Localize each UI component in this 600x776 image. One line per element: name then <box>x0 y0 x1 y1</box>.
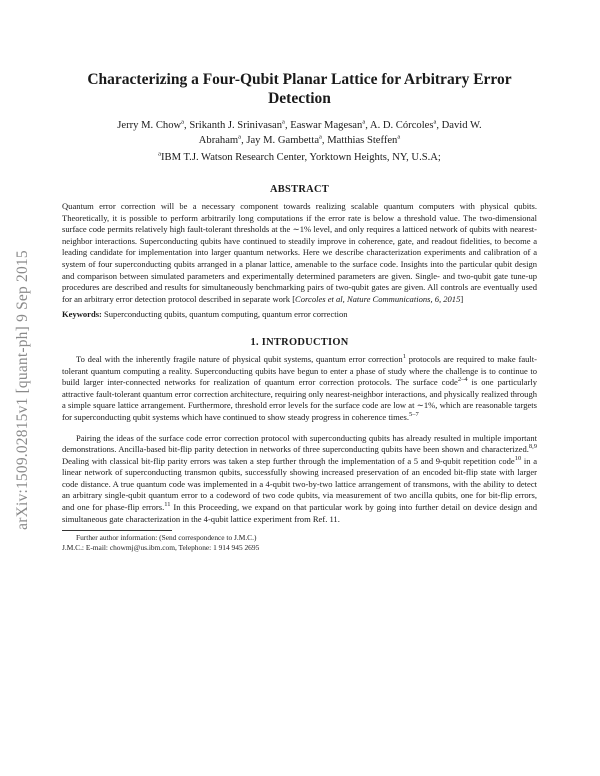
keywords: Keywords: Superconducting qubits, quantum computing, quantum error correction <box>62 309 348 320</box>
keywords-label: Keywords: <box>62 309 102 320</box>
arxiv-stamp <box>8 200 38 580</box>
footnotes <box>62 530 537 552</box>
paper-page <box>62 0 537 552</box>
footnote-contact: J.M.C.: E-mail: chowmj@us.ibm.com, Telephone: 1 914 945 2695 <box>62 542 260 552</box>
intro-paragraph-1: To deal with the inherently fragile nature of physical qubit systems, quantum error correction$^1$ protocols are required to make fault-tolerant quantum computing a reality. Superconducting qubits have begun to enter a phase of study where the challenge is to continue to build larger inter-connected networks for realization of quantum error correction protocols. The surface code$^{2-4}$ is one particularly attractive fault-tolerant quantum error correction architecture, requiring only nearest-neighbor interactions, and physically realized through a simple square lattice arrangement. Furthermore, threshold error levels for the surface code are low at ∼1%, which are reasonable targets for superconducting qubit systems which have continued to show steady progress in coherence times.$^{5-7}$ <box>62 353 538 422</box>
intro-paragraph-2: Pairing the ideas of the surface code error correction protocol with superconducting qubits has already resulted in multiple important demonstrations. Ancilla-based bit-flip parity detection in networks of three superconducting qubits have been shown and characterized.$^{8,9}$ Dealing with classical bit-flip parity errors was taken a step further through the implementation of a 5 and 9-qubit repetition code$^{10}$ in a linear network of superconducting transmon qubits, successfully showing increased preservation of an encoded bit-flip state with larger code distance. A true quantum code was implemented in a 4-qubit two-by-two lattice arrangement of transmons, with the ability to detect an arbitrary single-qubit quantum error to a codeword of two code qubits, via measurement of two ancilla qubits, one for bit-flip errors, and one for phase-flip errors.$^{11}$ In this Proceeding, we expand on that particular work by going into further detail on device design and simultaneous gate characterization in the 4-qubit lattice experiment from Ref. 11. <box>62 432 538 524</box>
arxiv-stamp-text: arXiv:1509.02815v1 [quant-ph] 9 Sep 2015 <box>14 250 31 530</box>
affiliation: $^a$IBM T.J. Watson Research Center, Yorktown Heights, NY, U.S.A; <box>158 150 441 163</box>
footnote-author-info: Further author information: (Send correspondence to J.M.C.) <box>76 533 257 543</box>
footnote-rule <box>62 530 172 531</box>
introduction-heading: 1. INTRODUCTION <box>250 336 349 348</box>
abstract-text: Quantum error correction will be a necessary component towards realizing scalable quantum computers with physical qubits. Theoretically, it is possible to perform arbitrarily long computations if the error rate is below a threshold value. The two-dimensional surface code permits relatively high fault-tolerant thresholds at the ∼1% level, and only requires a latticed network of qubits with nearest-neighbor interactions. Superconducting qubits have continued to steadily improve in coherence, gate, and readout fidelities, to become a leading candidate for implementation into larger quantum networks. Here we describe characterization experiments and calibration of a system of four superconducting qubits arranged in a planar lattice, amenable to the surface code. Insights into the particular qubit design and comparison between simulated parameters and experimentally determined parameters are given. Single- and two-qubit gate tune-up procedures are described and results for simultaneously benchmarking pairs of two-qubit gates are given. All controls are eventually used for an arbitrary error detection protocol described in separate work [Corcoles et al, Nature Communications, 6, 2015] <box>62 201 537 304</box>
abstract-heading: ABSTRACT <box>270 184 329 195</box>
author-list: Jerry M. Chow$^a$, Srikanth J. Srinivasan$^a$, Easwar Magesan$^a$, A. D. Córcoles$^a$, David W. Abraham$^a$, Jay M. Gambetta$^a$, Matthias Steffen$^a$ <box>117 118 482 146</box>
abstract-citation: Corcoles et al, Nature Communications, 6, 2015 <box>295 293 461 304</box>
paper-title: Characterizing a Four-Qubit Planar Lattice for Arbitrary Error Detection <box>87 71 512 107</box>
